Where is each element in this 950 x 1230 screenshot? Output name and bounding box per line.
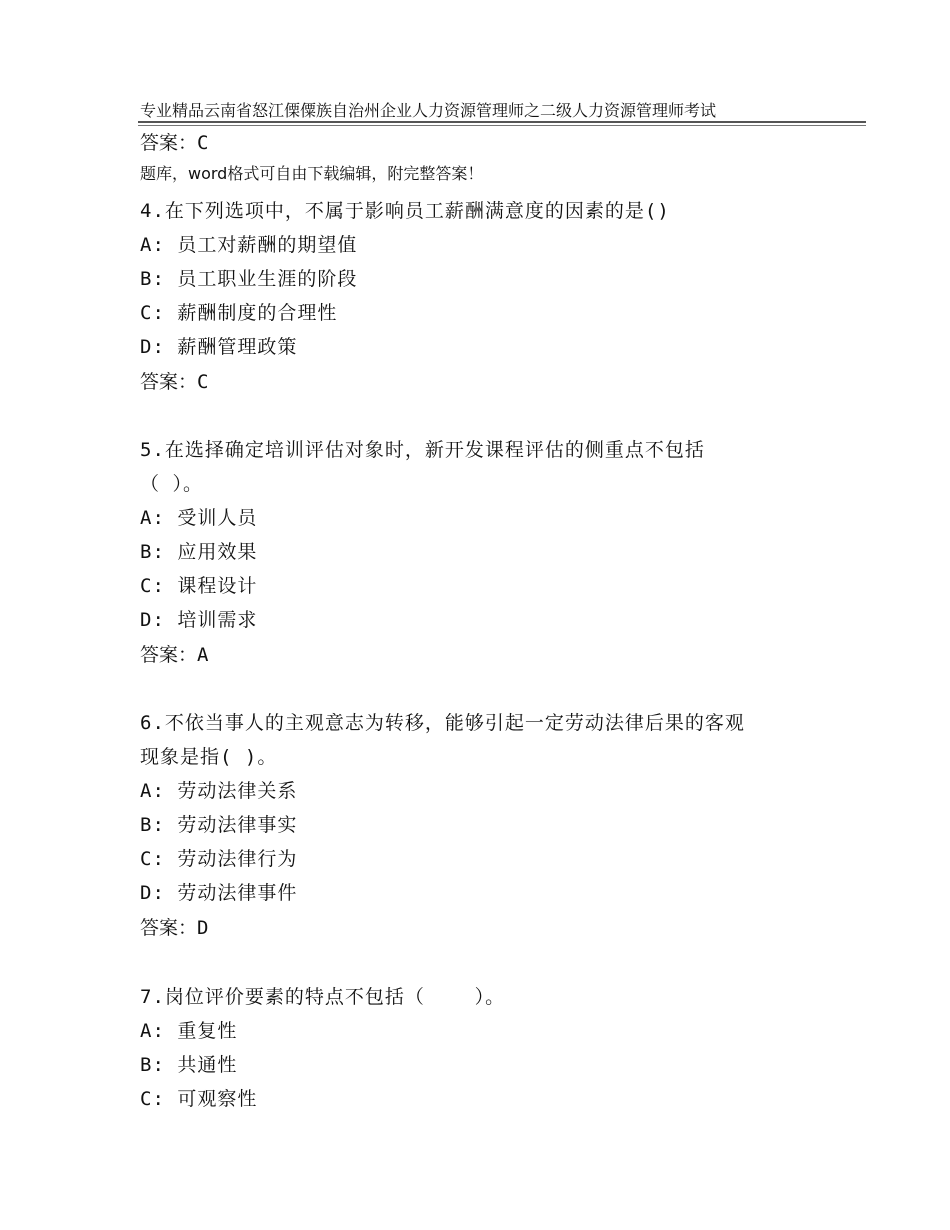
question-5-option-a: A: 受训人员 — [140, 507, 258, 529]
question-5-option-d: D: 培训需求 — [140, 609, 258, 631]
question-6-option-d: D: 劳动法律事件 — [140, 882, 298, 904]
header-divider-thick — [138, 121, 866, 123]
answer-value: D — [197, 917, 209, 939]
question-5-option-c: C: 课程设计 — [140, 575, 258, 597]
question-6-option-c: C: 劳动法律行为 — [140, 848, 298, 870]
question-7-option-a: A: 重复性 — [140, 1020, 238, 1042]
answer-value: C — [197, 371, 209, 393]
question-4-option-c: C: 薪酬制度的合理性 — [140, 302, 338, 324]
answer-value: A — [197, 644, 209, 666]
question-6-stem-line-2: 现象是指( )。 — [140, 746, 278, 768]
question-7-option-c: C: 可观察性 — [140, 1088, 258, 1110]
question-4-option-d: D: 薪酬管理政策 — [140, 336, 298, 358]
question-6-option-a: A: 劳动法律关系 — [140, 780, 298, 802]
question-5-option-b: B: 应用效果 — [140, 541, 258, 563]
question-4-option-b: B: 员工职业生涯的阶段 — [140, 268, 358, 290]
answer-label: 答案： — [140, 132, 198, 154]
question-4-stem: 4.在下列选项中，不属于影响员工薪酬满意度的因素的是() — [140, 200, 670, 222]
question-5-stem-line-1: 5.在选择确定培训评估对象时，新开发课程评估的侧重点不包括 — [140, 439, 705, 461]
question-6-option-b: B: 劳动法律事实 — [140, 814, 298, 836]
answer-q3 — [140, 131, 208, 155]
answer-label: 答案： — [140, 371, 198, 393]
question-7-stem: 7.岗位评价要素的特点不包括（ ）。 — [140, 986, 506, 1008]
answer-value: C — [197, 132, 209, 154]
question-4-option-a: A: 员工对薪酬的期望值 — [140, 234, 358, 256]
header-title-line-1: 专业精品云南省怒江傈僳族自治州企业人力资源管理师之二级人力资源管理师考试 — [140, 101, 717, 120]
header-title-line-2: 题库，word格式可自由下载编辑，附完整答案！ — [140, 164, 484, 183]
answer-q4 — [140, 370, 208, 394]
question-5-stem-line-2: （ ）。 — [140, 473, 203, 495]
answer-label: 答案： — [140, 644, 198, 666]
answer-label: 答案： — [140, 917, 198, 939]
answer-q5 — [140, 643, 208, 667]
answer-q6 — [140, 916, 208, 940]
header-divider-thin — [138, 125, 866, 126]
question-6-stem-line-1: 6.不依当事人的主观意志为转移，能够引起一定劳动法律后果的客观 — [140, 712, 745, 734]
question-7-option-b: B: 共通性 — [140, 1054, 238, 1076]
